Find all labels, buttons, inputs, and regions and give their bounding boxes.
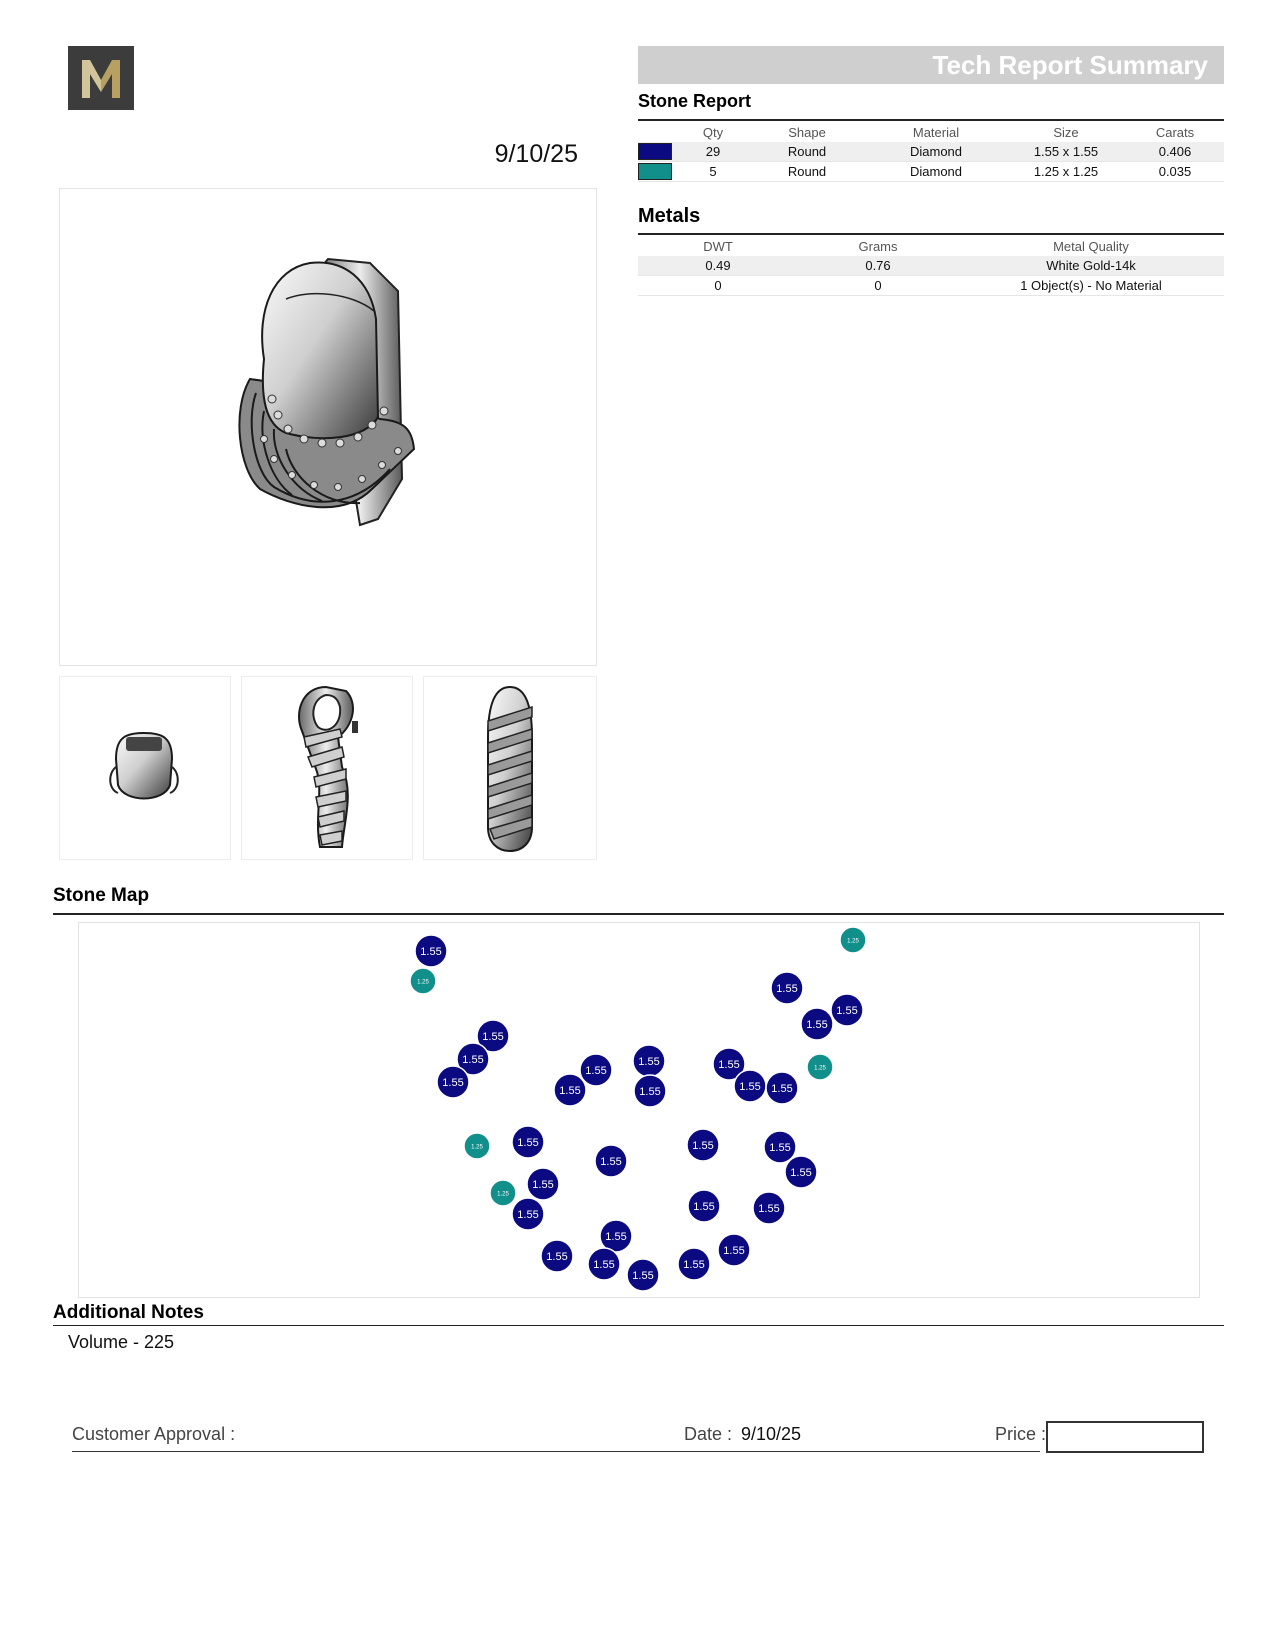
signature-line: [72, 1451, 1040, 1452]
stone-size-label: 1.55: [776, 983, 798, 995]
column-header: Grams: [858, 238, 898, 254]
stone-size-label: 1.55: [546, 1251, 568, 1263]
stone-size-label: 1.55: [692, 1140, 714, 1152]
stone-marker: [410, 968, 436, 994]
additional-notes-heading: Additional Notes: [53, 1302, 204, 1323]
stone-marker: [600, 1220, 632, 1252]
stone-size-label: 1.55: [442, 1077, 464, 1089]
stone-marker: [840, 927, 866, 953]
metal-grams: 0.76: [798, 256, 958, 276]
stone-marker: [627, 1259, 659, 1291]
stone-size-label: 1.55: [593, 1259, 615, 1271]
stone-report-heading: Stone Report: [638, 91, 752, 111]
stone-size-label: 1.55: [683, 1259, 705, 1271]
stone-size-label: 1.55: [769, 1142, 791, 1154]
stone-marker: [490, 1180, 516, 1206]
stone-map-heading: Stone Map: [53, 885, 150, 906]
stone-size-label: 1.55: [771, 1083, 793, 1095]
stone-size-label: 1.25: [847, 938, 859, 945]
stone-marker: [785, 1156, 817, 1188]
stone-material: Diamond: [866, 142, 1006, 162]
stone-marker: [527, 1168, 559, 1200]
stone-marker: [801, 1008, 833, 1040]
stone-marker: [512, 1198, 544, 1230]
stone-size-label: 1.55: [517, 1209, 539, 1221]
stone-size-label: 1.55: [806, 1019, 828, 1031]
stone-size-label: 1.25: [814, 1065, 826, 1072]
column-header: Qty: [702, 124, 724, 140]
stone-size-label: 1.55: [585, 1065, 607, 1077]
stone-marker: [766, 1072, 798, 1104]
metal-grams: 0: [798, 276, 958, 296]
metal-quality: 1 Object(s) - No Material: [958, 276, 1224, 296]
stone-size-label: 1.55: [632, 1270, 654, 1282]
column-header: Metal Quality: [1053, 238, 1129, 254]
stone-size-label: 1.55: [600, 1156, 622, 1168]
stone-size: 1.25 x 1.25: [1006, 162, 1126, 182]
stone-marker: [831, 994, 863, 1026]
column-header: Carats: [1155, 124, 1195, 140]
stone-marker: [512, 1126, 544, 1158]
report-title: Tech Report Summary: [932, 50, 1208, 80]
stone-marker: [415, 935, 447, 967]
stone-marker: [634, 1075, 666, 1107]
stone-marker: [687, 1129, 719, 1161]
stone-marker: [678, 1248, 710, 1280]
stone-marker: [541, 1240, 573, 1272]
stone-marker: [595, 1145, 627, 1177]
stone-marker: [771, 972, 803, 1004]
stone-carats: 0.406: [1126, 142, 1224, 162]
stone-size-label: 1.25: [497, 1191, 509, 1198]
column-header: Size: [1053, 124, 1079, 140]
metal-quality: White Gold-14k: [958, 256, 1224, 276]
stone-marker: [437, 1066, 469, 1098]
stone-size-label: 1.55: [638, 1056, 660, 1068]
stone-size-label: 1.55: [790, 1167, 812, 1179]
date-label: Date :: [684, 1424, 733, 1444]
stone-marker: [464, 1133, 490, 1159]
stone-shape: Round: [748, 162, 866, 182]
notes-rule: [53, 1325, 1224, 1326]
stone-size-label: 1.55: [836, 1005, 858, 1017]
stone-size-label: 1.55: [758, 1203, 780, 1215]
stone-qty: 5: [678, 162, 748, 182]
price-field[interactable]: [1046, 1421, 1204, 1453]
stone-size-label: 1.55: [718, 1059, 740, 1071]
stone-marker: [764, 1131, 796, 1163]
stone-shape: Round: [748, 142, 866, 162]
stone-material: Diamond: [866, 162, 1006, 182]
stone-marker: [807, 1054, 833, 1080]
customer-approval-label: Customer Approval :: [72, 1424, 236, 1444]
stone-marker: [688, 1190, 720, 1222]
stone-size-label: 1.55: [532, 1179, 554, 1191]
stone-marker: [580, 1054, 612, 1086]
stone-size-label: 1.55: [693, 1201, 715, 1213]
approval-date-value: 9/10/25: [741, 1424, 802, 1444]
metal-dwt: 0: [638, 276, 798, 296]
stone-size-label: 1.55: [639, 1086, 661, 1098]
metals-heading: Metals: [638, 205, 701, 227]
stone-size-label: 1.55: [739, 1081, 761, 1093]
stone-marker: [718, 1234, 750, 1266]
column-header: DWT: [703, 238, 733, 254]
metal-dwt: 0.49: [638, 256, 798, 276]
stone-marker: [734, 1070, 766, 1102]
stone-size-label: 1.55: [723, 1245, 745, 1257]
stone-marker: [554, 1074, 586, 1106]
stone-size: 1.55 x 1.55: [1006, 142, 1126, 162]
stone-marker: [633, 1045, 665, 1077]
stone-size-label: 1.25: [471, 1144, 483, 1151]
stone-carats: 0.035: [1126, 162, 1224, 182]
notes-text: Volume - 225: [68, 1332, 175, 1352]
stone-marker: [588, 1248, 620, 1280]
stone-marker: [753, 1192, 785, 1224]
column-header: Shape: [788, 124, 826, 140]
stone-size-label: 1.55: [482, 1031, 504, 1043]
stone-qty: 29: [678, 142, 748, 162]
report-date: 9/10/25: [494, 140, 578, 168]
stone-size-label: 1.55: [605, 1231, 627, 1243]
price-label: Price :: [995, 1424, 1047, 1444]
stone-size-label: 1.55: [420, 946, 442, 958]
stone-size-label: 1.55: [462, 1054, 484, 1066]
column-header: Material: [912, 124, 960, 140]
stone-size-label: 1.55: [517, 1137, 539, 1149]
stone-size-label: 1.55: [559, 1085, 581, 1097]
stone-size-label: 1.25: [417, 979, 429, 986]
